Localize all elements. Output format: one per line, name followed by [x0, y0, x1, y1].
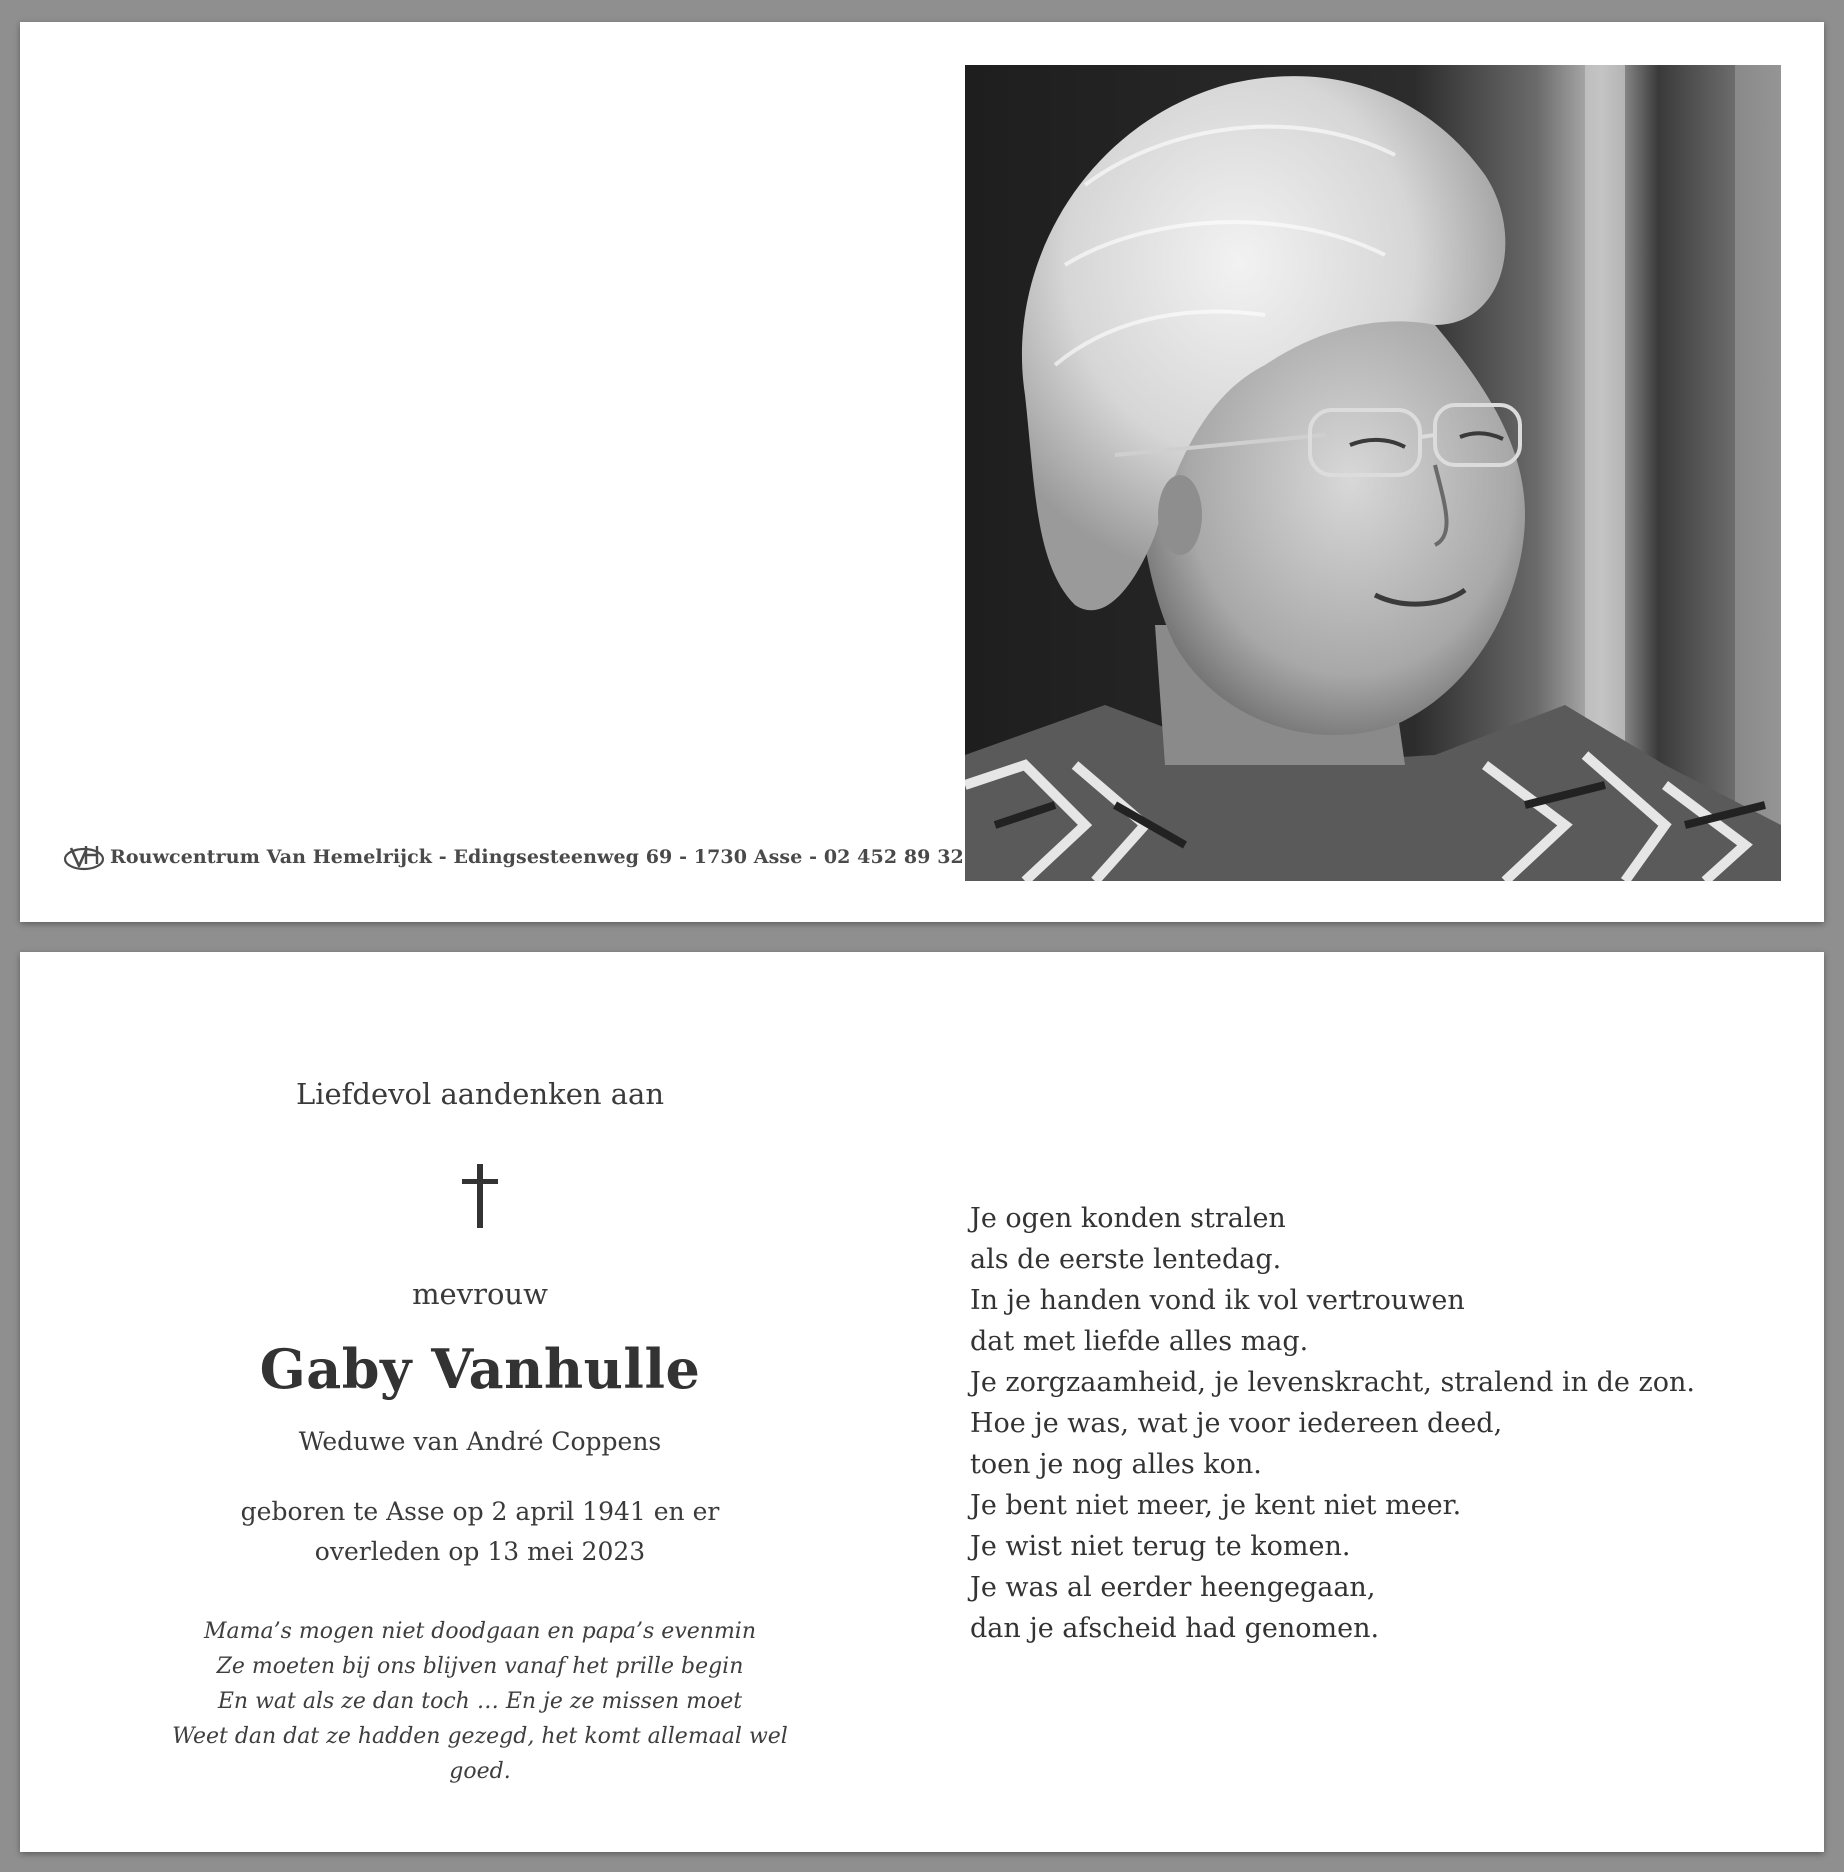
long-poem: [970, 1198, 1695, 1649]
death-line: overleden op 13 mei 2023: [314, 1537, 646, 1566]
poem-line: Hoe je was, wat je voor iedereen deed,: [970, 1408, 1503, 1439]
poem-line: Ze moeten bij ons blijven vanaf het prille begin: [216, 1654, 744, 1679]
poem-line: En wat als ze dan toch … En je ze missen moet: [217, 1689, 743, 1714]
portrait-illustration: [965, 65, 1781, 881]
poem-line: dan je afscheid had genomen.: [970, 1613, 1380, 1644]
intro-text: Liefdevol aandenken aan: [295, 1077, 665, 1111]
short-poem: [140, 1614, 820, 1789]
poem-line: dat met liefde alles mag.: [970, 1326, 1309, 1357]
poem-line: Weet dan dat ze hadden gezegd, het komt allemaal wel goed.: [172, 1724, 788, 1784]
funeral-home-text: Rouwcentrum Van Hemelrijck - Edingsesteenweg 69 - 1730 Asse - 02 452 89 32: [110, 846, 964, 868]
birth-line: geboren te Asse op 2 april 1941 en er: [240, 1497, 720, 1526]
poem-line: Je wist niet terug te komen.: [970, 1531, 1351, 1562]
birth-death-dates: [140, 1492, 820, 1572]
poem-line: toen je nog alles kon.: [970, 1449, 1262, 1480]
funeral-home-logo-icon: [62, 842, 106, 872]
card-front: [20, 22, 1824, 922]
spouse-line: Weduwe van André Coppens: [298, 1427, 662, 1456]
poem-line: In je handen vond ik vol vertrouwen: [970, 1285, 1465, 1316]
deceased-name: Gaby Vanhulle: [259, 1337, 701, 1401]
poem-line: Mama’s mogen niet doodgaan en papa’s evenmin: [203, 1619, 757, 1644]
card-back: [20, 952, 1824, 1852]
poem-line: Je bent niet meer, je kent niet meer.: [970, 1490, 1462, 1521]
salutation: mevrouw: [412, 1277, 548, 1311]
poem-line: Je zorgzaamheid, je levenskracht, stralend in de zon.: [970, 1367, 1695, 1398]
poem-line: als de eerste lentedag.: [970, 1244, 1282, 1275]
portrait-photo: [965, 65, 1781, 881]
cross-icon: [140, 1164, 820, 1234]
funeral-home-footer: [62, 840, 964, 874]
poem-line: Je was al eerder heengegaan,: [970, 1572, 1376, 1603]
poem-line: Je ogen konden stralen: [970, 1203, 1286, 1234]
